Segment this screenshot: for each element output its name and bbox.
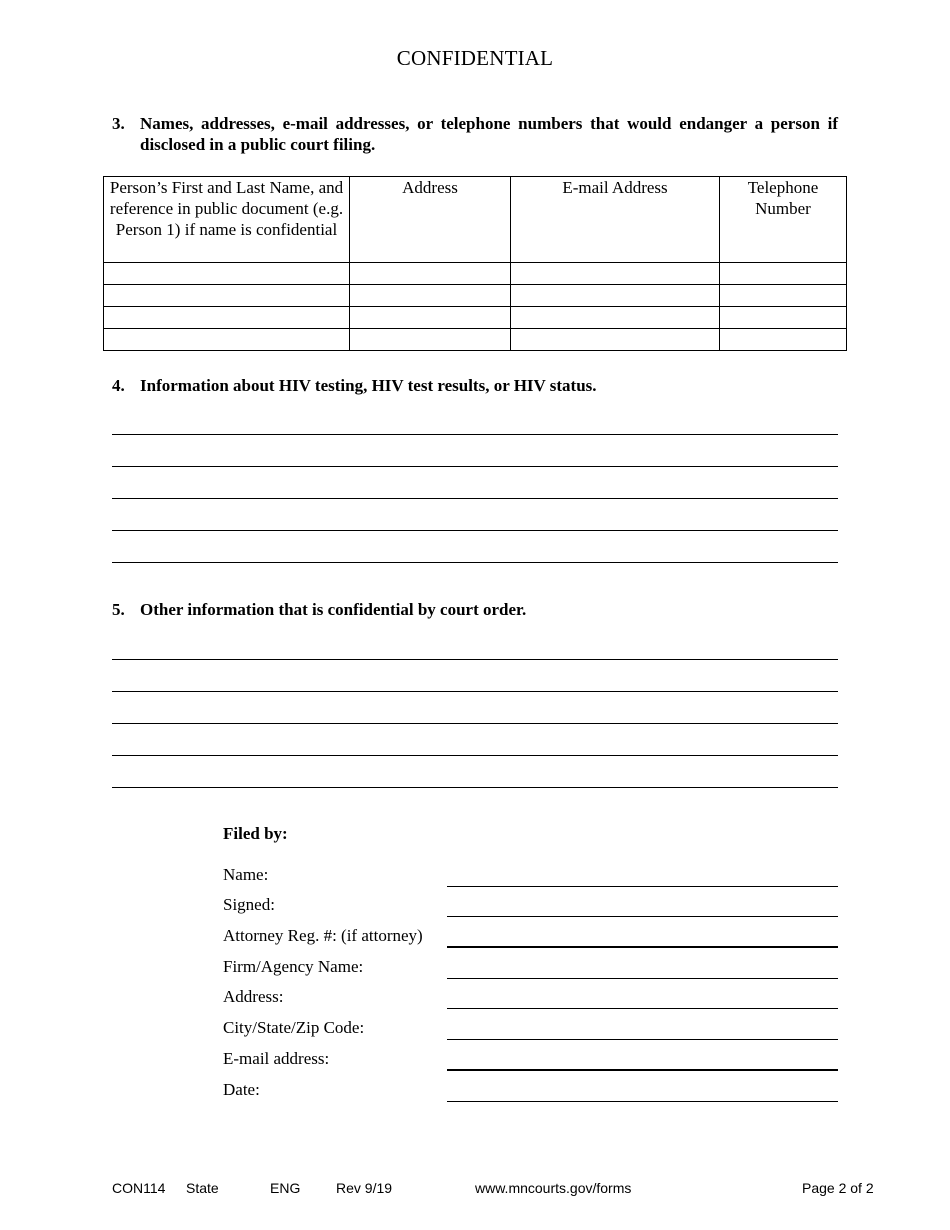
filed-by-firm-row <box>223 952 838 983</box>
filed-by-address-row <box>223 983 838 1014</box>
date-field[interactable] <box>447 1101 838 1102</box>
footer-revision: Rev 9/19 <box>336 1180 393 1196</box>
writing-line[interactable] <box>112 467 838 499</box>
section-4-text: Information about HIV testing, HIV test results, or HIV status. <box>140 376 597 395</box>
filed-by-attorney-reg-row <box>223 921 838 952</box>
date-label: Date: <box>223 1079 260 1099</box>
name-label: Name: <box>223 864 269 884</box>
table-cell[interactable] <box>104 263 350 285</box>
table-cell[interactable] <box>720 329 847 351</box>
signed-label: Signed: <box>223 895 275 915</box>
table-row <box>104 263 847 285</box>
email-field[interactable] <box>447 1069 838 1071</box>
writing-line[interactable] <box>112 692 838 724</box>
table-row <box>104 307 847 329</box>
city-label: City/State/Zip Code: <box>223 1018 365 1038</box>
table-cell[interactable] <box>104 307 350 329</box>
table-cell[interactable] <box>104 285 350 307</box>
filed-by-date-row <box>223 1075 838 1106</box>
filed-by-title: Filed by: <box>223 824 288 843</box>
filed-by-signed-row <box>223 891 838 922</box>
endangered-persons-table <box>103 176 847 351</box>
filed-by-city-row <box>223 1014 838 1045</box>
section-3-text: Names, addresses, e-mail addresses, or telephone numbers that would endanger a person if disclosed in a public court filing. <box>140 114 838 154</box>
signature-field[interactable] <box>447 916 838 917</box>
section-5-number: 5. <box>112 600 125 619</box>
column-header-address: Address <box>350 177 511 263</box>
writing-line[interactable] <box>112 435 838 467</box>
section-5-heading <box>112 599 838 620</box>
writing-line[interactable] <box>112 499 838 531</box>
table-header-row <box>104 177 847 263</box>
name-field[interactable] <box>447 886 838 887</box>
section-4-number: 4. <box>112 376 125 395</box>
table-cell[interactable] <box>720 307 847 329</box>
table-cell[interactable] <box>350 307 511 329</box>
address-label: Address: <box>223 987 284 1007</box>
table-cell[interactable] <box>720 263 847 285</box>
filed-by-name-row <box>223 860 838 891</box>
writing-line[interactable] <box>112 724 838 756</box>
firm-label: Firm/Agency Name: <box>223 956 364 976</box>
writing-line[interactable] <box>112 531 838 563</box>
footer-page-number: Page 2 of 2 <box>802 1180 874 1196</box>
table-cell[interactable] <box>511 263 720 285</box>
document-header: CONFIDENTIAL <box>396 46 554 70</box>
footer-form-code: CON114 <box>112 1180 166 1196</box>
attorney-reg-label: Attorney Reg. #: (if attorney) <box>223 926 423 946</box>
table-cell[interactable] <box>350 263 511 285</box>
table-row <box>104 285 847 307</box>
column-header-telephone: Telephone Number <box>720 177 847 263</box>
filed-by-email-row <box>223 1044 838 1075</box>
table-cell[interactable] <box>511 285 720 307</box>
table-row <box>104 329 847 351</box>
city-field[interactable] <box>447 1039 838 1040</box>
writing-line[interactable] <box>112 628 838 660</box>
column-header-person: Person’s First and Last Name, and reference in public document (e.g. Person 1) if name is confidential <box>104 177 350 263</box>
firm-field[interactable] <box>447 978 838 979</box>
writing-line[interactable] <box>112 660 838 692</box>
table-cell[interactable] <box>104 329 350 351</box>
attorney-reg-field[interactable] <box>447 946 838 948</box>
court-order-info-lines <box>112 628 838 788</box>
writing-line[interactable] <box>112 756 838 788</box>
writing-line[interactable] <box>112 403 838 435</box>
table-cell[interactable] <box>720 285 847 307</box>
table-cell[interactable] <box>350 329 511 351</box>
section-3-heading <box>112 113 838 155</box>
address-field[interactable] <box>447 1008 838 1009</box>
footer-language: ENG <box>270 1180 301 1196</box>
footer-jurisdiction: State <box>186 1180 219 1196</box>
email-label: E-mail address: <box>223 1048 330 1068</box>
table-cell[interactable] <box>350 285 511 307</box>
section-5-text: Other information that is confidential by court order. <box>140 600 527 619</box>
section-3-number: 3. <box>112 114 125 133</box>
section-4-heading <box>112 375 838 396</box>
table-cell[interactable] <box>511 307 720 329</box>
footer-website: www.mncourts.gov/forms <box>475 1180 632 1196</box>
column-header-email: E-mail Address <box>511 177 720 263</box>
hiv-info-lines <box>112 403 838 563</box>
table-cell[interactable] <box>511 329 720 351</box>
